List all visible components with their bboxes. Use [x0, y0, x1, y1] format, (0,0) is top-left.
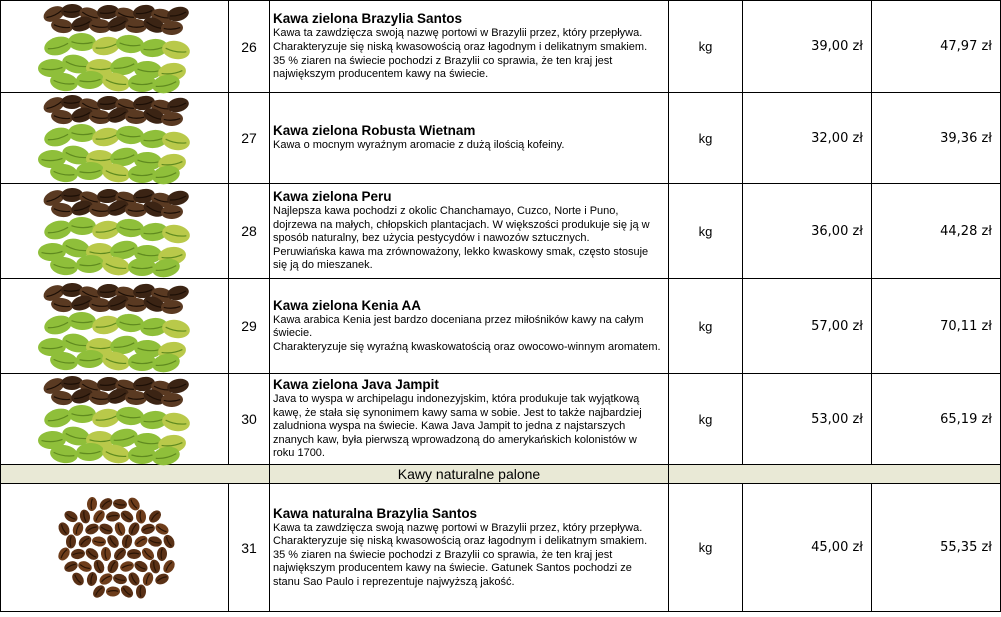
green-coffee-beans-image	[42, 190, 187, 272]
price-gross: 39,36 zł	[872, 93, 1001, 184]
description-line: stanu Sao Paulo i reprezentuje najwyższą jakość.	[273, 575, 515, 588]
price-gross: 55,35 zł	[872, 484, 1001, 612]
product-description	[270, 279, 669, 374]
description-line: 35 % ziaren na świecie pochodzi z Brazylii co sprawia, że ten kraj jest	[273, 54, 613, 67]
price-gross: 44,28 zł	[872, 184, 1001, 279]
section-header-row	[1, 465, 1001, 484]
price-net: 57,00 zł	[743, 279, 872, 374]
product-image-cell	[1, 184, 229, 279]
description-line: największym producentem kawy na świecie.	[273, 68, 489, 81]
product-name: Kawa zielona Peru	[273, 189, 392, 205]
green-coffee-beans-image	[42, 6, 187, 88]
product-description	[270, 484, 669, 612]
product-number: 29	[229, 279, 270, 374]
green-coffee-beans-image	[42, 285, 187, 367]
product-row	[1, 484, 1001, 612]
product-name: Kawa zielona Kenia AA	[273, 297, 422, 313]
product-description	[270, 93, 669, 184]
description-line: Kawa o mocnym wyraźnym aromacie z dużą ilością kofeiny.	[273, 139, 565, 152]
description-line: Charakteryzuje się wyraźną kwaskowatością oraz owocowo-winnym aromatem.	[273, 340, 661, 353]
price-net: 32,00 zł	[743, 93, 872, 184]
description-line: Kawa ta zawdzięcza swoją nazwę portowi w Brazylii przez, który przepływa.	[273, 521, 643, 534]
product-name: Kawa zielona Brazylia Santos	[273, 11, 463, 27]
description-line: Charakteryzuje się niską kwasowością oraz łagodnym i delikatnym smakiem.	[273, 535, 648, 548]
green-coffee-beans-image	[42, 378, 187, 460]
product-number: 31	[229, 484, 270, 612]
section-spacer	[669, 465, 1001, 484]
product-image-cell	[1, 279, 229, 374]
description-line: dojrzewa na małych, chłopskich plantacjach. W większości produkuje się ją w	[273, 218, 650, 231]
product-name: Kawa zielona Java Jampit	[273, 377, 439, 393]
roasted-coffee-beans-image	[50, 492, 180, 604]
description-line: sposób naturalny, bez użycia pestycydów i nawozów sztucznych.	[273, 232, 590, 245]
product-name: Kawa naturalna Brazylia Santos	[273, 505, 478, 521]
price-net: 36,00 zł	[743, 184, 872, 279]
product-description	[270, 374, 669, 465]
description-line: roku 1700.	[273, 447, 325, 460]
product-image-cell	[1, 484, 229, 612]
product-unit: kg	[669, 374, 743, 465]
product-row	[1, 279, 1001, 374]
description-line: Charakteryzuje się niską kwasowością oraz łagodnym i delikatnym smakiem.	[273, 40, 648, 53]
product-image-cell	[1, 93, 229, 184]
description-line: Kawa arabica Kenia jest bardzo doceniana przez miłośników kawy na całym	[273, 313, 644, 326]
product-unit: kg	[669, 184, 743, 279]
product-row	[1, 1, 1001, 93]
description-line: 35 % ziaren na świecie pochodzi z Brazylii co sprawia, że ten kraj jest	[273, 548, 613, 561]
description-line: Peruwiańska kawa ma zrównoważony, lekko kwaskowy smak, często stosuje	[273, 245, 649, 258]
product-row	[1, 374, 1001, 465]
description-line: zaludniona wyspa na świecie. Kawa Java Jampit to jedna z najstarszych	[273, 420, 626, 433]
product-name: Kawa zielona Robusta Wietnam	[273, 123, 476, 139]
green-coffee-beans-image	[42, 97, 187, 179]
section-spacer	[1, 465, 270, 484]
description-line: Najlepsza kawa pochodzi z okolic Chanchamayo, Cuzco, Norte i Puno,	[273, 205, 619, 218]
product-description	[270, 184, 669, 279]
section-title: Kawy naturalne palone	[270, 465, 669, 484]
product-unit: kg	[669, 279, 743, 374]
description-line: kawę, że stała się synonimem kawy sama w sobie. Jest to także najbardziej	[273, 406, 642, 419]
price-net: 53,00 zł	[743, 374, 872, 465]
price-gross: 70,11 zł	[872, 279, 1001, 374]
price-gross: 65,19 zł	[872, 374, 1001, 465]
product-number: 27	[229, 93, 270, 184]
product-description	[270, 1, 669, 93]
product-row	[1, 93, 1001, 184]
description-line: świecie.	[273, 327, 313, 340]
price-net: 39,00 zł	[743, 1, 872, 93]
product-number: 30	[229, 374, 270, 465]
product-unit: kg	[669, 1, 743, 93]
description-line: się ją do mieszanek.	[273, 259, 373, 272]
product-unit: kg	[669, 484, 743, 612]
description-line: Kawa ta zawdzięcza swoją nazwę portowi w Brazylii przez, który przepływa.	[273, 27, 643, 40]
product-number: 28	[229, 184, 270, 279]
description-line: Java to wyspa w archipelagu indonezyjskim, która produkuje tak wyjątkową	[273, 393, 640, 406]
description-line: znanych kaw, była pierwszą wprowadzoną do amerykańskich kolonistów w	[273, 433, 637, 446]
product-row	[1, 184, 1001, 279]
description-line: największym producentem kawy na świecie. Gatunek Santos pochodzi ze	[273, 562, 632, 575]
product-image-cell	[1, 1, 229, 93]
product-unit: kg	[669, 93, 743, 184]
product-image-cell	[1, 374, 229, 465]
product-number: 26	[229, 1, 270, 93]
price-net: 45,00 zł	[743, 484, 872, 612]
price-gross: 47,97 zł	[872, 1, 1001, 93]
